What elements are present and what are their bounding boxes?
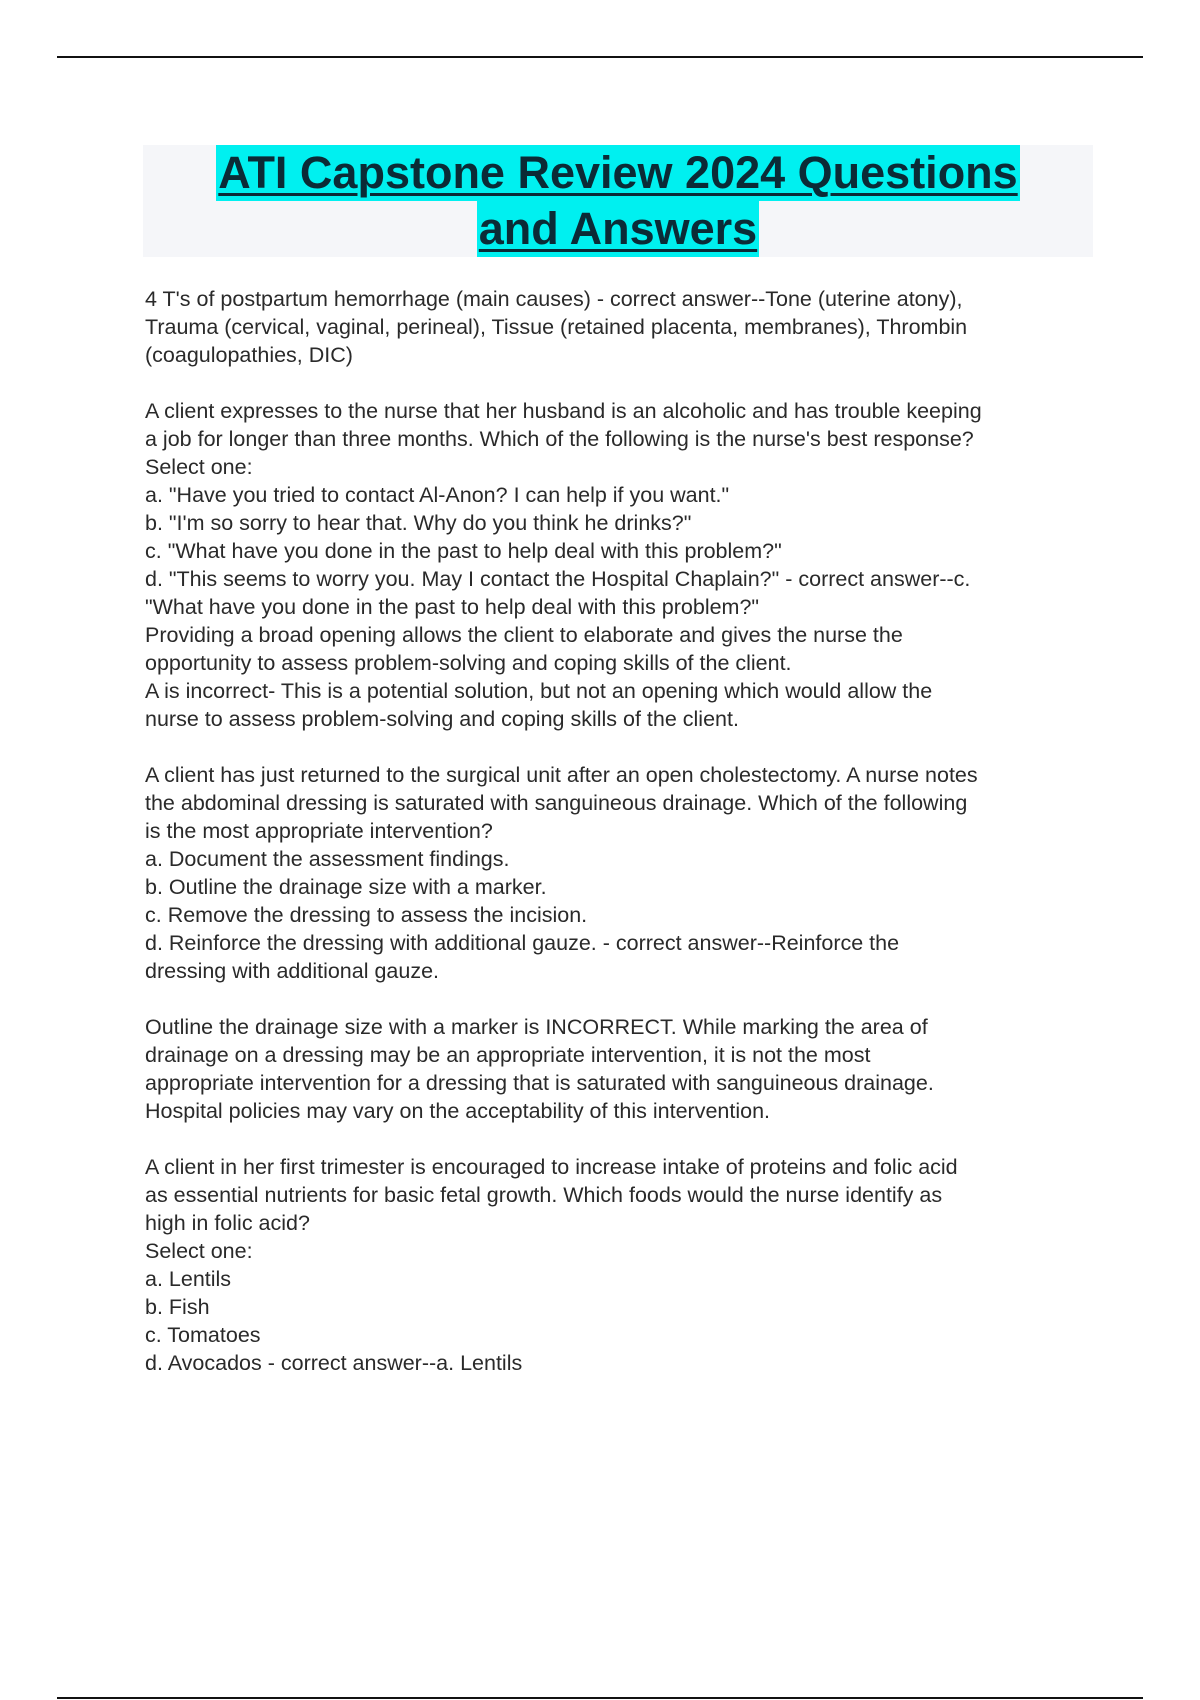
qa-block xyxy=(145,285,1105,369)
text-line: opportunity to assess problem-solving and coping skills of the client. xyxy=(145,651,792,675)
text-line: nurse to assess problem-solving and coping skills of the client. xyxy=(145,707,739,731)
text-line: d. "This seems to worry you. May I contact the Hospital Chaplain?" - correct answer--c. xyxy=(145,567,971,591)
text-line: Outline the drainage size with a marker is INCORRECT. While marking the area of xyxy=(145,1015,928,1039)
qa-block xyxy=(145,1153,1105,1377)
text-line: 4 T's of postpartum hemorrhage (main causes) - correct answer--Tone (uterine atony), xyxy=(145,287,963,311)
text-line: a job for longer than three months. Which of the following is the nurse's best response? xyxy=(145,427,974,451)
text-line: "What have you done in the past to help deal with this problem?" xyxy=(145,595,760,619)
text-line: as essential nutrients for basic fetal growth. Which foods would the nurse identify as xyxy=(145,1183,943,1207)
text-line: appropriate intervention for a dressing that is saturated with sanguineous drainage. xyxy=(145,1071,934,1095)
text-line: a. Lentils xyxy=(145,1267,232,1291)
qa-block xyxy=(145,397,1105,733)
text-line: A is incorrect- This is a potential solution, but not an opening which would allow the xyxy=(145,679,933,703)
text-line: Providing a broad opening allows the client to elaborate and gives the nurse the xyxy=(145,623,903,647)
text-line: A client has just returned to the surgical unit after an open cholestectomy. A nurse notes xyxy=(145,763,978,787)
document-body xyxy=(145,285,1105,1405)
top-rule xyxy=(57,56,1143,58)
text-line: c. "What have you done in the past to help deal with this problem?" xyxy=(145,539,782,563)
text-line: d. Avocados - correct answer--a. Lentils xyxy=(145,1351,523,1375)
text-line: a. "Have you tried to contact Al-Anon? I can help if you want." xyxy=(145,483,730,507)
text-line: c. Tomatoes xyxy=(145,1323,261,1347)
title-line-1: ATI Capstone Review 2024 Questions xyxy=(216,145,1019,201)
text-line: a. Document the assessment findings. xyxy=(145,847,510,871)
text-line: Select one: xyxy=(145,1239,253,1263)
text-line: drainage on a dressing may be an appropriate intervention, it is not the most xyxy=(145,1043,871,1067)
text-line: d. Reinforce the dressing with additional gauze. - correct answer--Reinforce the xyxy=(145,931,900,955)
title-line-2: and Answers xyxy=(477,201,759,257)
text-line: A client expresses to the nurse that her husband is an alcoholic and has trouble keeping xyxy=(145,399,982,423)
text-line: dressing with additional gauze. xyxy=(145,959,440,983)
qa-block xyxy=(145,761,1105,985)
text-line: Trauma (cervical, vaginal, perineal), Tissue (retained placenta, membranes), Thrombin xyxy=(145,315,968,339)
text-line: Hospital policies may vary on the acceptability of this intervention. xyxy=(145,1099,771,1123)
qa-block xyxy=(145,1013,1105,1125)
text-line: b. Outline the drainage size with a marker. xyxy=(145,875,547,899)
text-line: b. "I'm so sorry to hear that. Why do you think he drinks?" xyxy=(145,511,692,535)
bottom-rule xyxy=(57,1697,1143,1699)
text-line: (coagulopathies, DIC) xyxy=(145,343,353,367)
text-line: high in folic acid? xyxy=(145,1211,310,1235)
text-line: b. Fish xyxy=(145,1295,210,1319)
title-banner xyxy=(143,145,1093,257)
text-line: c. Remove the dressing to assess the incision. xyxy=(145,903,588,927)
text-line: A client in her first trimester is encouraged to increase intake of proteins and folic acid xyxy=(145,1155,958,1179)
text-line: is the most appropriate intervention? xyxy=(145,819,493,843)
text-line: the abdominal dressing is saturated with sanguineous drainage. Which of the following xyxy=(145,791,968,815)
text-line: Select one: xyxy=(145,455,253,479)
